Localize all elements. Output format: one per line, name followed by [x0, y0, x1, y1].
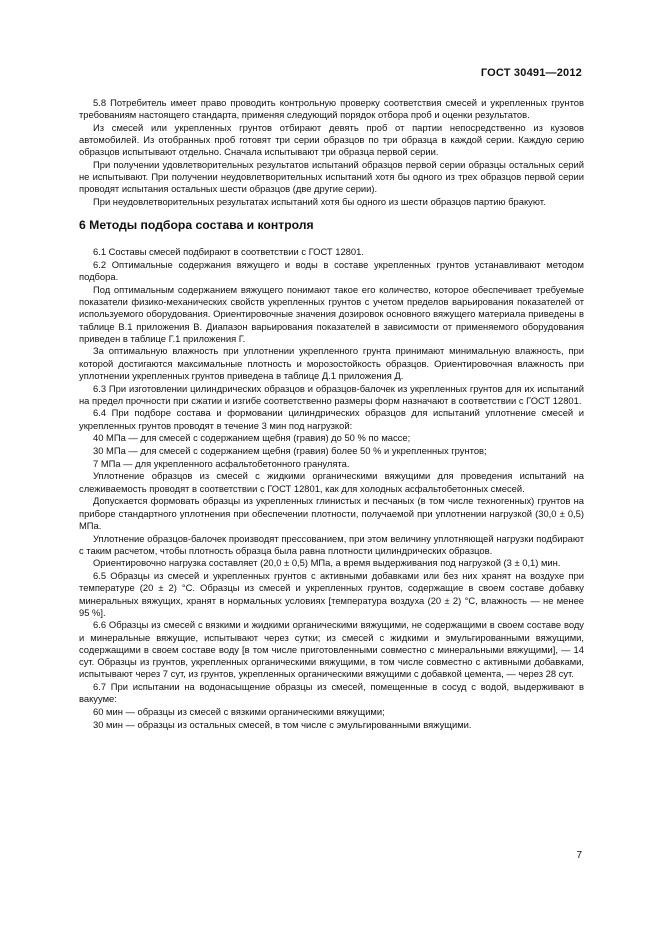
paragraph-6-4: 6.4 При подборе состава и формовании цилиндрических образцов для испытаний уплотнение смесей и укрепленных грунтов проводят в течение 3 мин под нагрузкой: [79, 407, 584, 431]
paragraph-6-6: 6.6 Образцы из смесей с вязкими и жидкими органическими вяжущими, не содержащими в своем составе воду и минеральные вяжущие, испытывают через сутки; из смесей с жидкими и эмульгированными вяжущими, содержащими в своем составе воду [в том числе приготовленными совместно с минеральными вяжущими], — 14 сут. Образцы из грунтов, укрепленных органическими вяжущими, в том числе совместно с активными добавками, испытывают через 7 сут, из грунтов, укрепленных органическими вяжущими с добавкой цемента, — через 28 сут. [79, 619, 584, 680]
paragraph-6-2: 6.2 Оптимальные содержания вяжущего и воды в составе укрепленных грунтов устанавливают методом подбора. [79, 259, 584, 283]
paragraph-6-7: 6.7 При испытании на водонасыщение образцы из смесей, помещенные в сосуд с водой, выдерживают в вакууме: [79, 680, 584, 705]
paragraph: Допускается формовать образцы из укрепленных глинистых и песчаных (в том числе техногенных) грунтов на приборе стандартного уплотнения при обеспечении плотности, получаемой при уплотнении нагрузкой (30,0 ± 0,5) МПа. [79, 495, 584, 531]
paragraph: Из смесей или укрепленных грунтов отбирают девять проб от партии непосредственно из кузовов автомобилей. Из отобранных проб готовят три серии образцов по три образца в каждой серии. Каждую серию образцов испытывают отдельно. Сначала испытывают три образца первой серии. [79, 121, 584, 158]
paragraph: При получении удовлетворительных результатов испытаний образцов первой серии образцы остальных серий не испытывают. При получении неудовлетворительных испытаний хотя бы одного из трех образцов первой серии проводят испытания остальных шести образцов (две другие серии). [79, 159, 584, 195]
paragraph: Уплотнение образцов из смесей с жидкими органическими вяжущими для проведения испытаний на слеживаемость проводят в соответствии с ГОСТ 12801, как для холодных асфальтобетонных смесей. [79, 470, 584, 494]
paragraph-6-3: 6.3 При изготовлении цилиндрических образцов и образцов-балочек из укрепленных грунтов для их испытаний на предел прочности при сжатии и изгибе соответственно размеры форм назначают в соответствии с ГОСТ 12801. [79, 382, 584, 406]
paragraph: Ориентировочно нагрузка составляет (20,0 ± 0,5) МПа, а время выдерживания под нагрузкой (3 ± 0,1) мин. [93, 557, 561, 569]
section-6-heading: 6 Методы подбора состава и контроля [79, 218, 314, 233]
list-item-time: 60 мин — образцы из смесей с вязкими органическими вяжущими; [93, 705, 385, 717]
paragraph: Под оптимальным содержанием вяжущего понимают такое его количество, которое обеспечивает требуемые показатели физико-механических свойств укрепленных грунтов с учетом пределов варьирования показателей от используемого оборудования. Ориентировочные значения дозировок основного вяжущего материала приведены в таблице В.1 приложения В. Диапазон варьирования показателей в зависимости от применяемого оборудования приведен в таблице Г.1 приложения Г. [79, 283, 584, 344]
paragraph-6-5: 6.5 Образцы из смесей и укрепленных грунтов с активными добавками или без них хранят на воздухе при температуре (20 ± 2) °С. Образцы из смесей и укрепленных грунтов, содержащие в своем составе добавку минеральных вяжущих, хранят в нормальных условиях [температура воздуха (20 ± 2) °С, влажность — не менее 95 %]. [79, 570, 584, 618]
list-item-load: 7 МПа — для укрепленного асфальтобетонного гранулята. [93, 457, 350, 469]
document-number-header: ГОСТ 30491—2012 [480, 67, 582, 79]
page-content [79, 93, 584, 731]
paragraph-6-1: 6.1 Составы смесей подбирают в соответствии с ГОСТ 12801. [93, 246, 364, 258]
page-number: 7 [576, 850, 582, 861]
paragraph: Уплотнение образцов-балочек производят прессованием, при этом величину уплотняющей нагрузки подбирают с таким расчетом, чтобы плотность образца была равна плотности цилиндрических образцов. [79, 532, 584, 556]
section-6-body [79, 246, 584, 730]
paragraph-5-8: 5.8 Потребитель имеет право проводить контрольную проверку соответствия смесей и укрепленных грунтов требованиям настоящего стандарта, применяя следующий порядок отбора проб и оценки результатов. [79, 97, 584, 121]
list-item-load: 30 МПа — для смесей с содержанием щебня (гравия) более 50 % и укрепленных грунтов; [93, 445, 487, 457]
list-item-load: 40 МПа — для смесей с содержанием щебня (гравия) до 50 % по массе; [93, 432, 411, 444]
paragraph: При неудовлетворительных результатах испытаний хотя бы одного из шести образцов партию бракуют. [93, 196, 546, 208]
paragraph: За оптимальную влажность при уплотнении укрепленного грунта принимают минимальную влажность, при которой достигаются максимальные плотность и морозостойкость образцов. Ориентировочная влажность при уплотнении укрепленных грунтов приведена в таблице Д.1 приложения Д. [79, 345, 584, 381]
list-item-time: 30 мин — образцы из остальных смесей, в том числе с эмульгированными вяжущими. [93, 718, 472, 730]
section-5-continuation [79, 97, 584, 208]
